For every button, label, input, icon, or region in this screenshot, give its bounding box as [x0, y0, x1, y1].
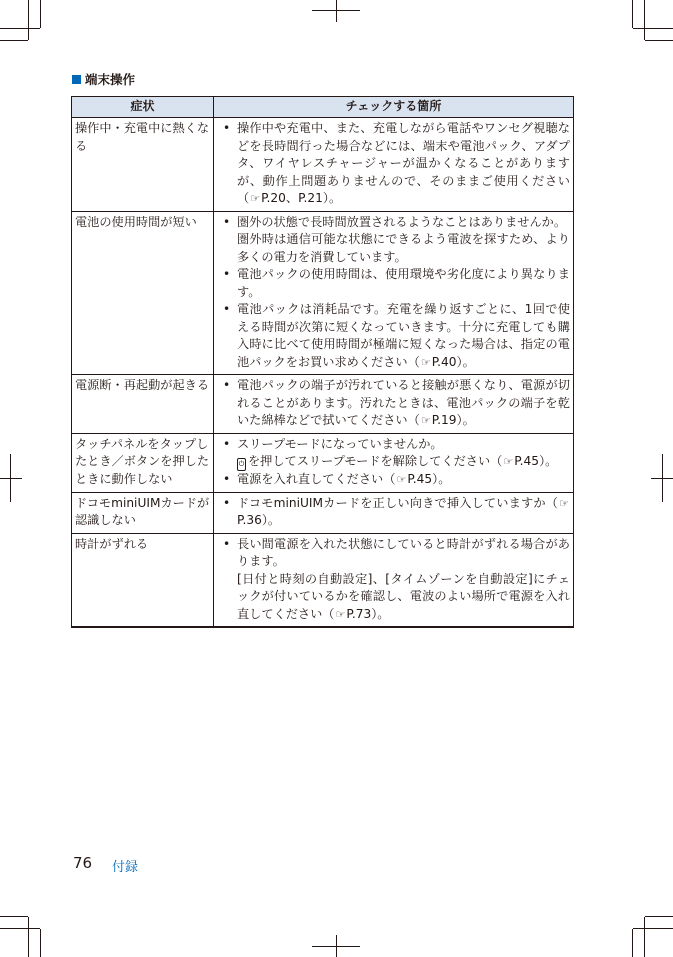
table-row — [72, 118, 574, 212]
check-cell — [214, 211, 574, 375]
pointing-hand-icon: ☞ — [250, 192, 261, 205]
page-reference-link[interactable]: P.20、P.21）。 — [261, 191, 342, 205]
symptom-cell: 電源断・再起動が起きる — [72, 375, 214, 434]
check-item: • 電池パックの使用時間は、使用環境や劣化度により異なります。 — [217, 266, 570, 301]
page-reference-link[interactable]: P.45）。 — [407, 472, 451, 486]
check-cell — [214, 492, 574, 533]
check-item: • 操作中や充電中、また、充電しながら電話やワンセグ視聴などを長時間行った場合などには、端末や電池パック、アダプタ、ワイヤレスチャージャーが温かくなることがありますが、動作上問題ありませんので、そのままご使用ください（☞P.20、P.21）。 — [217, 120, 570, 208]
check-item: • 電源を入れ直してください（☞P.45）。 — [217, 471, 570, 489]
check-cell — [214, 533, 574, 627]
symptom-cell: 電池の使用時間が短い — [72, 211, 214, 375]
check-item: • ドコモminiUIMカードを正しい向きで挿入していますか（☞P.36）。 — [217, 495, 570, 530]
page-reference-link[interactable]: P.19）。 — [431, 413, 475, 427]
check-item-detail: [日付と時刻の自動設定]、[タイムゾーンを自動設定]にチェックが付いているかを確認し、電波のよい場所で電源を入れ直してください（☞P.73）。 — [237, 571, 570, 621]
table-row — [72, 375, 574, 434]
header-symptom: 症状 — [72, 97, 214, 118]
pointing-hand-icon: ☞ — [335, 607, 346, 621]
section-title-text: 端末操作 — [85, 72, 136, 87]
check-item-detail: ⏻ を押してスリープモードを解除してください（☞P.45）。 — [237, 453, 570, 471]
table-row — [72, 533, 574, 627]
page-reference-link[interactable]: P.40）。 — [431, 354, 475, 369]
troubleshooting-table — [71, 96, 574, 628]
page-number: 76 — [73, 854, 93, 872]
page-reference-link[interactable]: P.36）。 — [237, 513, 281, 527]
pointing-hand-icon: ☞ — [503, 455, 514, 468]
table-header-row — [72, 97, 574, 118]
pointing-hand-icon: ☞ — [396, 473, 407, 486]
table-row — [72, 492, 574, 533]
pointing-hand-icon: ☞ — [559, 496, 569, 510]
check-item: • 電池パックは消耗品です。充電を繰り返すごとに、1回で使える時間が次第に短くなっていきます。十分に充電しても購入時に比べて使用時間が極端に短くなった場合は、指定の電池パックをお買い求めください（☞P.40）。 — [217, 301, 570, 371]
page-reference-link[interactable]: P.45）。 — [514, 454, 558, 468]
check-cell — [214, 118, 574, 212]
chapter-label: 付録 — [112, 860, 139, 875]
table-row — [72, 211, 574, 375]
check-cell — [214, 375, 574, 434]
check-item: • 圏外の状態で長時間放置されるようなことはありませんか。 圏外時は通信可能な状態にできるよう電波を探すため、より多くの電力を消費しています。 — [217, 214, 570, 267]
check-item: • 電池パックの端子が汚れていると接触が悪くなり、電源が切れることがあります。汚れたときは、電池パックの端子を乾いた綿棒などで拭いてください（☞P.19）。 — [217, 377, 570, 430]
symptom-cell: タッチパネルをタップしたとき／ボタンを押したときに動作しない — [72, 433, 214, 492]
power-key-icon: ⏻ — [237, 458, 246, 471]
section-title — [72, 70, 135, 88]
square-bullet-icon — [72, 75, 81, 84]
symptom-cell: ドコモminiUIMカードが認識しない — [72, 492, 214, 533]
check-item: • 長い間電源を入れた状態にしていると時計がずれる場合があります。 [日付と時刻の自動設定]、[タイムゾーンを自動設定]にチェックが付いているかを確認し、電波のよい場所で電源を入れ直してください（☞P.73）。 — [217, 536, 570, 624]
pointing-hand-icon: ☞ — [420, 414, 431, 427]
check-item-detail: 圏外時は通信可能な状態にできるよう電波を探すため、より多くの電力を消費しています。 — [237, 232, 570, 264]
symptom-cell: 時計がずれる — [72, 533, 214, 627]
header-check: チェックする箇所 — [214, 97, 574, 118]
table-row — [72, 433, 574, 492]
check-item: • スリープモードになっていませんか。 ⏻ を押してスリープモードを解除してください（☞P.45）。 — [217, 436, 570, 472]
check-cell — [214, 433, 574, 492]
page-reference-link[interactable]: P.73）。 — [346, 606, 390, 621]
symptom-cell: 操作中・充電中に熱くなる — [72, 118, 214, 212]
pointing-hand-icon: ☞ — [420, 355, 431, 369]
